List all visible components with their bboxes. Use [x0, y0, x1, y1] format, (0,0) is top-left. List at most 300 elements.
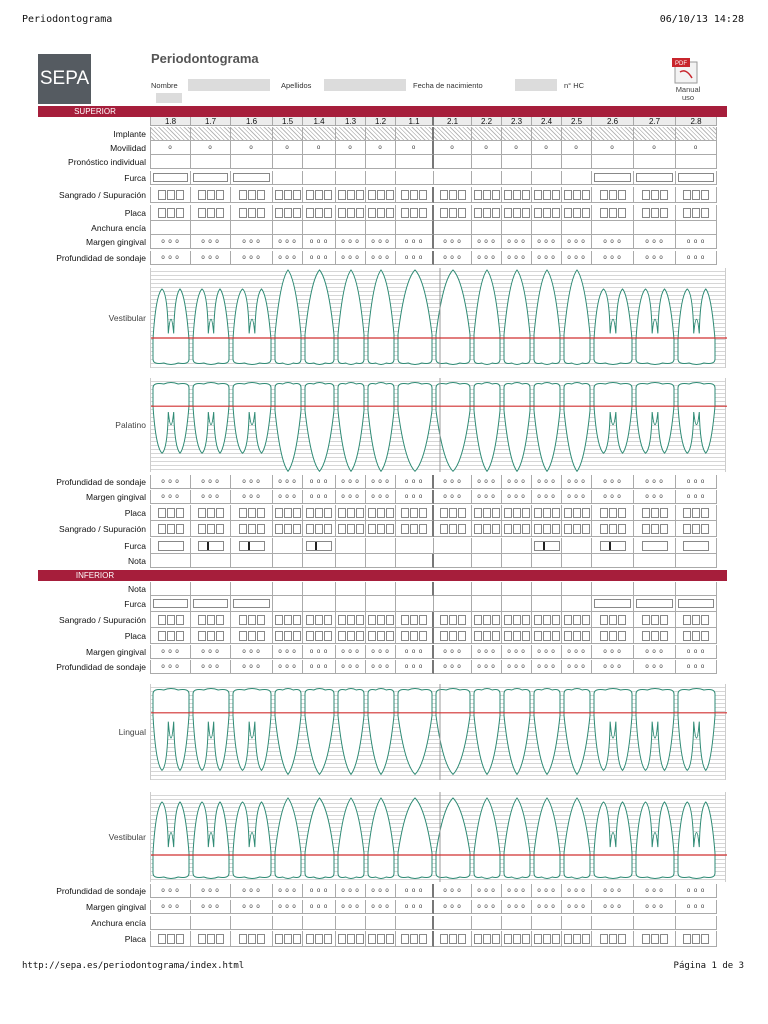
- lower-nota-cell[interactable]: [532, 582, 562, 596]
- anchura-cell[interactable]: [366, 221, 396, 235]
- anchura-cell[interactable]: [396, 221, 434, 235]
- lower-b-placa-cell[interactable]: [273, 931, 303, 947]
- upper-nota-cell[interactable]: [434, 554, 472, 568]
- lower-furca-cell[interactable]: [151, 596, 191, 612]
- upper-furca-cell[interactable]: [303, 538, 336, 554]
- furca-cell[interactable]: [562, 171, 592, 185]
- implante-cell[interactable]: [502, 127, 532, 141]
- upper-profundidad-cell[interactable]: o o o: [634, 475, 676, 489]
- furca-cell[interactable]: [396, 171, 434, 185]
- upper-nota-cell[interactable]: [151, 554, 191, 568]
- lower-b-anchura-cell[interactable]: [336, 916, 366, 930]
- lower-profundidad-cell[interactable]: o o o: [562, 660, 592, 674]
- implante-cell[interactable]: [273, 127, 303, 141]
- implante-cell[interactable]: [592, 127, 634, 141]
- upper-sangrado-cell[interactable]: [472, 521, 502, 537]
- lower-furca-cell[interactable]: [231, 596, 273, 612]
- upper-profundidad-cell[interactable]: o o o: [562, 475, 592, 489]
- pronostico-cell[interactable]: [434, 155, 472, 169]
- implante-cell[interactable]: [434, 127, 472, 141]
- profundidad-cell[interactable]: o o o: [396, 251, 434, 265]
- lower-nota-cell[interactable]: [634, 582, 676, 596]
- placa-cell[interactable]: [366, 205, 396, 221]
- upper-margen-cell[interactable]: o o o: [366, 490, 396, 504]
- pronostico-cell[interactable]: [592, 155, 634, 169]
- placa-cell[interactable]: [273, 205, 303, 221]
- margen-cell[interactable]: o o o: [336, 235, 366, 249]
- upper-furca-cell[interactable]: [634, 538, 676, 554]
- lower-furca-cell[interactable]: [634, 596, 676, 612]
- upper-sangrado-cell[interactable]: [434, 521, 472, 537]
- upper-sangrado-cell[interactable]: [502, 521, 532, 537]
- lower-margen-cell[interactable]: o o o: [472, 645, 502, 659]
- sangrado-cell[interactable]: [532, 187, 562, 203]
- pronostico-cell[interactable]: [336, 155, 366, 169]
- margen-cell[interactable]: o o o: [396, 235, 434, 249]
- profundidad-cell[interactable]: o o o: [366, 251, 396, 265]
- anchura-cell[interactable]: [191, 221, 231, 235]
- lower-b-margen-cell[interactable]: o o o: [502, 900, 532, 914]
- lower-nota-cell[interactable]: [562, 582, 592, 596]
- upper-sangrado-cell[interactable]: [273, 521, 303, 537]
- pronostico-cell[interactable]: [634, 155, 676, 169]
- movilidad-cell[interactable]: o: [634, 141, 676, 155]
- upper-furca-cell[interactable]: [273, 538, 303, 554]
- lower-furca-cell[interactable]: [273, 596, 303, 612]
- movilidad-cell[interactable]: o: [396, 141, 434, 155]
- lower-b-profundidad-cell[interactable]: o o o: [231, 884, 273, 898]
- movilidad-cell[interactable]: o: [592, 141, 634, 155]
- upper-nota-cell[interactable]: [676, 554, 717, 568]
- lower-b-anchura-cell[interactable]: [273, 916, 303, 930]
- lower-nota-cell[interactable]: [592, 582, 634, 596]
- upper-profundidad-cell[interactable]: o o o: [151, 475, 191, 489]
- sangrado-cell[interactable]: [562, 187, 592, 203]
- apellidos-field[interactable]: [324, 79, 406, 91]
- upper-furca-cell[interactable]: [366, 538, 396, 554]
- pdf-document-icon[interactable]: [672, 58, 700, 84]
- implante-cell[interactable]: [191, 127, 231, 141]
- margen-cell[interactable]: o o o: [562, 235, 592, 249]
- placa-cell[interactable]: [231, 205, 273, 221]
- upper-furca-cell[interactable]: [676, 538, 717, 554]
- profundidad-cell[interactable]: o o o: [532, 251, 562, 265]
- lower-b-anchura-cell[interactable]: [191, 916, 231, 930]
- lower-b-anchura-cell[interactable]: [502, 916, 532, 930]
- implante-cell[interactable]: [336, 127, 366, 141]
- lower-nota-cell[interactable]: [273, 582, 303, 596]
- movilidad-cell[interactable]: o: [502, 141, 532, 155]
- upper-sangrado-cell[interactable]: [562, 521, 592, 537]
- lower-margen-cell[interactable]: o o o: [273, 645, 303, 659]
- lower-profundidad-cell[interactable]: o o o: [366, 660, 396, 674]
- margen-cell[interactable]: o o o: [502, 235, 532, 249]
- sangrado-cell[interactable]: [231, 187, 273, 203]
- placa-cell[interactable]: [562, 205, 592, 221]
- lower-b-placa-cell[interactable]: [191, 931, 231, 947]
- lower-placa-cell[interactable]: [532, 628, 562, 644]
- lower-furca-cell[interactable]: [502, 596, 532, 612]
- lower-b-anchura-cell[interactable]: [434, 916, 472, 930]
- sangrado-cell[interactable]: [676, 187, 717, 203]
- anchura-cell[interactable]: [562, 221, 592, 235]
- movilidad-cell[interactable]: o: [273, 141, 303, 155]
- lower-nota-cell[interactable]: [151, 582, 191, 596]
- lower-profundidad-cell[interactable]: o o o: [231, 660, 273, 674]
- upper-margen-cell[interactable]: o o o: [434, 490, 472, 504]
- manual-uso-link[interactable]: Manual uso: [675, 85, 701, 102]
- upper-placa-cell[interactable]: [366, 505, 396, 521]
- upper-placa-cell[interactable]: [434, 505, 472, 521]
- upper-nota-cell[interactable]: [231, 554, 273, 568]
- sangrado-cell[interactable]: [634, 187, 676, 203]
- lower-furca-cell[interactable]: [592, 596, 634, 612]
- upper-margen-cell[interactable]: o o o: [676, 490, 717, 504]
- lower-b-anchura-cell[interactable]: [532, 916, 562, 930]
- lower-furca-cell[interactable]: [336, 596, 366, 612]
- lower-b-placa-cell[interactable]: [676, 931, 717, 947]
- placa-cell[interactable]: [676, 205, 717, 221]
- lower-b-margen-cell[interactable]: o o o: [396, 900, 434, 914]
- lower-sangrado-cell[interactable]: [336, 612, 366, 628]
- sangrado-cell[interactable]: [502, 187, 532, 203]
- lower-nota-cell[interactable]: [336, 582, 366, 596]
- upper-nota-cell[interactable]: [303, 554, 336, 568]
- lower-placa-cell[interactable]: [151, 628, 191, 644]
- upper-profundidad-cell[interactable]: o o o: [231, 475, 273, 489]
- fecha-nacimiento-field[interactable]: [515, 79, 557, 91]
- lower-b-profundidad-cell[interactable]: o o o: [366, 884, 396, 898]
- upper-furca-cell[interactable]: [434, 538, 472, 554]
- anchura-cell[interactable]: [634, 221, 676, 235]
- movilidad-cell[interactable]: o: [434, 141, 472, 155]
- implante-cell[interactable]: [562, 127, 592, 141]
- lower-sangrado-cell[interactable]: [592, 612, 634, 628]
- upper-margen-cell[interactable]: o o o: [151, 490, 191, 504]
- margen-cell[interactable]: o o o: [231, 235, 273, 249]
- pronostico-cell[interactable]: [231, 155, 273, 169]
- lower-sangrado-cell[interactable]: [676, 612, 717, 628]
- sangrado-cell[interactable]: [191, 187, 231, 203]
- lower-placa-cell[interactable]: [231, 628, 273, 644]
- upper-sangrado-cell[interactable]: [366, 521, 396, 537]
- lower-margen-cell[interactable]: o o o: [191, 645, 231, 659]
- lower-margen-cell[interactable]: o o o: [592, 645, 634, 659]
- palatino-chart[interactable]: [150, 378, 726, 472]
- upper-nota-cell[interactable]: [592, 554, 634, 568]
- upper-nota-cell[interactable]: [396, 554, 434, 568]
- movilidad-cell[interactable]: o: [151, 141, 191, 155]
- lower-b-margen-cell[interactable]: o o o: [231, 900, 273, 914]
- lower-b-placa-cell[interactable]: [396, 931, 434, 947]
- upper-furca-cell[interactable]: [592, 538, 634, 554]
- lower-b-profundidad-cell[interactable]: o o o: [396, 884, 434, 898]
- movilidad-cell[interactable]: o: [231, 141, 273, 155]
- profundidad-cell[interactable]: o o o: [502, 251, 532, 265]
- upper-placa-cell[interactable]: [273, 505, 303, 521]
- upper-margen-cell[interactable]: o o o: [472, 490, 502, 504]
- anchura-cell[interactable]: [592, 221, 634, 235]
- lower-placa-cell[interactable]: [592, 628, 634, 644]
- anchura-cell[interactable]: [532, 221, 562, 235]
- margen-cell[interactable]: o o o: [676, 235, 717, 249]
- lower-profundidad-cell[interactable]: o o o: [502, 660, 532, 674]
- sangrado-cell[interactable]: [472, 187, 502, 203]
- upper-sangrado-cell[interactable]: [396, 521, 434, 537]
- lower-b-profundidad-cell[interactable]: o o o: [562, 884, 592, 898]
- implante-cell[interactable]: [231, 127, 273, 141]
- lower-placa-cell[interactable]: [366, 628, 396, 644]
- profundidad-cell[interactable]: o o o: [434, 251, 472, 265]
- lower-sangrado-cell[interactable]: [366, 612, 396, 628]
- lower-sangrado-cell[interactable]: [434, 612, 472, 628]
- lower-b-placa-cell[interactable]: [336, 931, 366, 947]
- upper-placa-cell[interactable]: [396, 505, 434, 521]
- upper-furca-cell[interactable]: [532, 538, 562, 554]
- placa-cell[interactable]: [151, 205, 191, 221]
- upper-nota-cell[interactable]: [191, 554, 231, 568]
- upper-sangrado-cell[interactable]: [151, 521, 191, 537]
- movilidad-cell[interactable]: o: [191, 141, 231, 155]
- lower-furca-cell[interactable]: [366, 596, 396, 612]
- lower-nota-cell[interactable]: [472, 582, 502, 596]
- lower-profundidad-cell[interactable]: o o o: [592, 660, 634, 674]
- lower-placa-cell[interactable]: [396, 628, 434, 644]
- lower-b-placa-cell[interactable]: [562, 931, 592, 947]
- lower-furca-cell[interactable]: [191, 596, 231, 612]
- lower-b-margen-cell[interactable]: o o o: [532, 900, 562, 914]
- profundidad-cell[interactable]: o o o: [303, 251, 336, 265]
- profundidad-cell[interactable]: o o o: [273, 251, 303, 265]
- lower-profundidad-cell[interactable]: o o o: [303, 660, 336, 674]
- upper-furca-cell[interactable]: [336, 538, 366, 554]
- lower-b-profundidad-cell[interactable]: o o o: [273, 884, 303, 898]
- anchura-cell[interactable]: [676, 221, 717, 235]
- lower-profundidad-cell[interactable]: o o o: [336, 660, 366, 674]
- upper-placa-cell[interactable]: [502, 505, 532, 521]
- upper-furca-cell[interactable]: [191, 538, 231, 554]
- margen-cell[interactable]: o o o: [366, 235, 396, 249]
- lower-b-placa-cell[interactable]: [231, 931, 273, 947]
- implante-cell[interactable]: [532, 127, 562, 141]
- lower-furca-cell[interactable]: [562, 596, 592, 612]
- lower-furca-cell[interactable]: [434, 596, 472, 612]
- lower-nota-cell[interactable]: [676, 582, 717, 596]
- lower-placa-cell[interactable]: [676, 628, 717, 644]
- furca-cell[interactable]: [532, 171, 562, 185]
- margen-cell[interactable]: o o o: [634, 235, 676, 249]
- lower-furca-cell[interactable]: [472, 596, 502, 612]
- margen-cell[interactable]: o o o: [273, 235, 303, 249]
- furca-cell[interactable]: [366, 171, 396, 185]
- lower-profundidad-cell[interactable]: o o o: [273, 660, 303, 674]
- upper-margen-cell[interactable]: o o o: [502, 490, 532, 504]
- placa-cell[interactable]: [191, 205, 231, 221]
- upper-margen-cell[interactable]: o o o: [532, 490, 562, 504]
- lower-profundidad-cell[interactable]: o o o: [676, 660, 717, 674]
- upper-placa-cell[interactable]: [562, 505, 592, 521]
- lower-b-anchura-cell[interactable]: [303, 916, 336, 930]
- margen-cell[interactable]: o o o: [472, 235, 502, 249]
- lower-b-anchura-cell[interactable]: [592, 916, 634, 930]
- lower-nota-cell[interactable]: [366, 582, 396, 596]
- pronostico-cell[interactable]: [273, 155, 303, 169]
- profundidad-cell[interactable]: o o o: [634, 251, 676, 265]
- lower-b-anchura-cell[interactable]: [676, 916, 717, 930]
- lower-margen-cell[interactable]: o o o: [231, 645, 273, 659]
- placa-cell[interactable]: [303, 205, 336, 221]
- upper-profundidad-cell[interactable]: o o o: [676, 475, 717, 489]
- upper-furca-cell[interactable]: [502, 538, 532, 554]
- lower-b-placa-cell[interactable]: [472, 931, 502, 947]
- profundidad-cell[interactable]: o o o: [592, 251, 634, 265]
- lower-b-margen-cell[interactable]: o o o: [273, 900, 303, 914]
- upper-placa-cell[interactable]: [592, 505, 634, 521]
- lower-sangrado-cell[interactable]: [231, 612, 273, 628]
- lower-sangrado-cell[interactable]: [151, 612, 191, 628]
- upper-nota-cell[interactable]: [532, 554, 562, 568]
- upper-placa-cell[interactable]: [336, 505, 366, 521]
- upper-margen-cell[interactable]: o o o: [562, 490, 592, 504]
- movilidad-cell[interactable]: o: [532, 141, 562, 155]
- upper-margen-cell[interactable]: o o o: [396, 490, 434, 504]
- lower-b-profundidad-cell[interactable]: o o o: [472, 884, 502, 898]
- upper-nota-cell[interactable]: [273, 554, 303, 568]
- lower-b-margen-cell[interactable]: o o o: [303, 900, 336, 914]
- anchura-cell[interactable]: [472, 221, 502, 235]
- lower-b-profundidad-cell[interactable]: o o o: [532, 884, 562, 898]
- lower-b-profundidad-cell[interactable]: o o o: [434, 884, 472, 898]
- profundidad-cell[interactable]: o o o: [336, 251, 366, 265]
- lower-profundidad-cell[interactable]: o o o: [191, 660, 231, 674]
- profundidad-cell[interactable]: o o o: [676, 251, 717, 265]
- placa-cell[interactable]: [592, 205, 634, 221]
- pronostico-cell[interactable]: [191, 155, 231, 169]
- vestibular-inferior-chart[interactable]: [150, 792, 726, 882]
- pronostico-cell[interactable]: [676, 155, 717, 169]
- lower-b-placa-cell[interactable]: [502, 931, 532, 947]
- lower-profundidad-cell[interactable]: o o o: [434, 660, 472, 674]
- lower-b-profundidad-cell[interactable]: o o o: [592, 884, 634, 898]
- lower-b-margen-cell[interactable]: o o o: [634, 900, 676, 914]
- upper-sangrado-cell[interactable]: [634, 521, 676, 537]
- upper-sangrado-cell[interactable]: [231, 521, 273, 537]
- upper-profundidad-cell[interactable]: o o o: [434, 475, 472, 489]
- lower-sangrado-cell[interactable]: [562, 612, 592, 628]
- lower-b-placa-cell[interactable]: [366, 931, 396, 947]
- margen-cell[interactable]: o o o: [434, 235, 472, 249]
- upper-placa-cell[interactable]: [303, 505, 336, 521]
- implante-cell[interactable]: [366, 127, 396, 141]
- pronostico-cell[interactable]: [562, 155, 592, 169]
- lower-b-margen-cell[interactable]: o o o: [562, 900, 592, 914]
- upper-margen-cell[interactable]: o o o: [336, 490, 366, 504]
- lower-b-profundidad-cell[interactable]: o o o: [151, 884, 191, 898]
- pronostico-cell[interactable]: [151, 155, 191, 169]
- lower-b-anchura-cell[interactable]: [634, 916, 676, 930]
- upper-furca-cell[interactable]: [396, 538, 434, 554]
- lower-b-margen-cell[interactable]: o o o: [151, 900, 191, 914]
- lower-b-anchura-cell[interactable]: [366, 916, 396, 930]
- upper-sangrado-cell[interactable]: [303, 521, 336, 537]
- movilidad-cell[interactable]: o: [366, 141, 396, 155]
- lower-b-profundidad-cell[interactable]: o o o: [634, 884, 676, 898]
- upper-placa-cell[interactable]: [472, 505, 502, 521]
- lower-b-margen-cell[interactable]: o o o: [366, 900, 396, 914]
- lower-nota-cell[interactable]: [303, 582, 336, 596]
- lower-b-profundidad-cell[interactable]: o o o: [676, 884, 717, 898]
- sangrado-cell[interactable]: [434, 187, 472, 203]
- lower-profundidad-cell[interactable]: o o o: [472, 660, 502, 674]
- lower-b-margen-cell[interactable]: o o o: [434, 900, 472, 914]
- placa-cell[interactable]: [532, 205, 562, 221]
- lower-placa-cell[interactable]: [273, 628, 303, 644]
- movilidad-cell[interactable]: o: [472, 141, 502, 155]
- pronostico-cell[interactable]: [472, 155, 502, 169]
- pronostico-cell[interactable]: [396, 155, 434, 169]
- lower-margen-cell[interactable]: o o o: [676, 645, 717, 659]
- lower-placa-cell[interactable]: [434, 628, 472, 644]
- sangrado-cell[interactable]: [273, 187, 303, 203]
- upper-nota-cell[interactable]: [502, 554, 532, 568]
- upper-sangrado-cell[interactable]: [336, 521, 366, 537]
- anchura-cell[interactable]: [303, 221, 336, 235]
- lower-b-anchura-cell[interactable]: [231, 916, 273, 930]
- profundidad-cell[interactable]: o o o: [151, 251, 191, 265]
- lower-sangrado-cell[interactable]: [303, 612, 336, 628]
- nombre-field[interactable]: [188, 79, 270, 91]
- sangrado-cell[interactable]: [396, 187, 434, 203]
- furca-cell[interactable]: [231, 171, 273, 185]
- implante-cell[interactable]: [676, 127, 717, 141]
- movilidad-cell[interactable]: o: [303, 141, 336, 155]
- lower-b-profundidad-cell[interactable]: o o o: [191, 884, 231, 898]
- sangrado-cell[interactable]: [336, 187, 366, 203]
- lower-b-placa-cell[interactable]: [434, 931, 472, 947]
- anchura-cell[interactable]: [273, 221, 303, 235]
- lower-margen-cell[interactable]: o o o: [366, 645, 396, 659]
- profundidad-cell[interactable]: o o o: [562, 251, 592, 265]
- implante-cell[interactable]: [303, 127, 336, 141]
- upper-margen-cell[interactable]: o o o: [634, 490, 676, 504]
- furca-cell[interactable]: [336, 171, 366, 185]
- profundidad-cell[interactable]: o o o: [472, 251, 502, 265]
- furca-cell[interactable]: [303, 171, 336, 185]
- upper-margen-cell[interactable]: o o o: [231, 490, 273, 504]
- margen-cell[interactable]: o o o: [191, 235, 231, 249]
- lower-placa-cell[interactable]: [502, 628, 532, 644]
- upper-sangrado-cell[interactable]: [676, 521, 717, 537]
- sangrado-cell[interactable]: [151, 187, 191, 203]
- profundidad-cell[interactable]: o o o: [191, 251, 231, 265]
- lower-b-margen-cell[interactable]: o o o: [676, 900, 717, 914]
- upper-profundidad-cell[interactable]: o o o: [396, 475, 434, 489]
- upper-profundidad-cell[interactable]: o o o: [191, 475, 231, 489]
- margen-cell[interactable]: o o o: [151, 235, 191, 249]
- upper-profundidad-cell[interactable]: o o o: [336, 475, 366, 489]
- upper-margen-cell[interactable]: o o o: [191, 490, 231, 504]
- anchura-cell[interactable]: [151, 221, 191, 235]
- implante-cell[interactable]: [634, 127, 676, 141]
- upper-nota-cell[interactable]: [562, 554, 592, 568]
- upper-nota-cell[interactable]: [336, 554, 366, 568]
- lower-b-placa-cell[interactable]: [532, 931, 562, 947]
- pronostico-cell[interactable]: [366, 155, 396, 169]
- furca-cell[interactable]: [472, 171, 502, 185]
- upper-profundidad-cell[interactable]: o o o: [532, 475, 562, 489]
- lower-nota-cell[interactable]: [396, 582, 434, 596]
- placa-cell[interactable]: [336, 205, 366, 221]
